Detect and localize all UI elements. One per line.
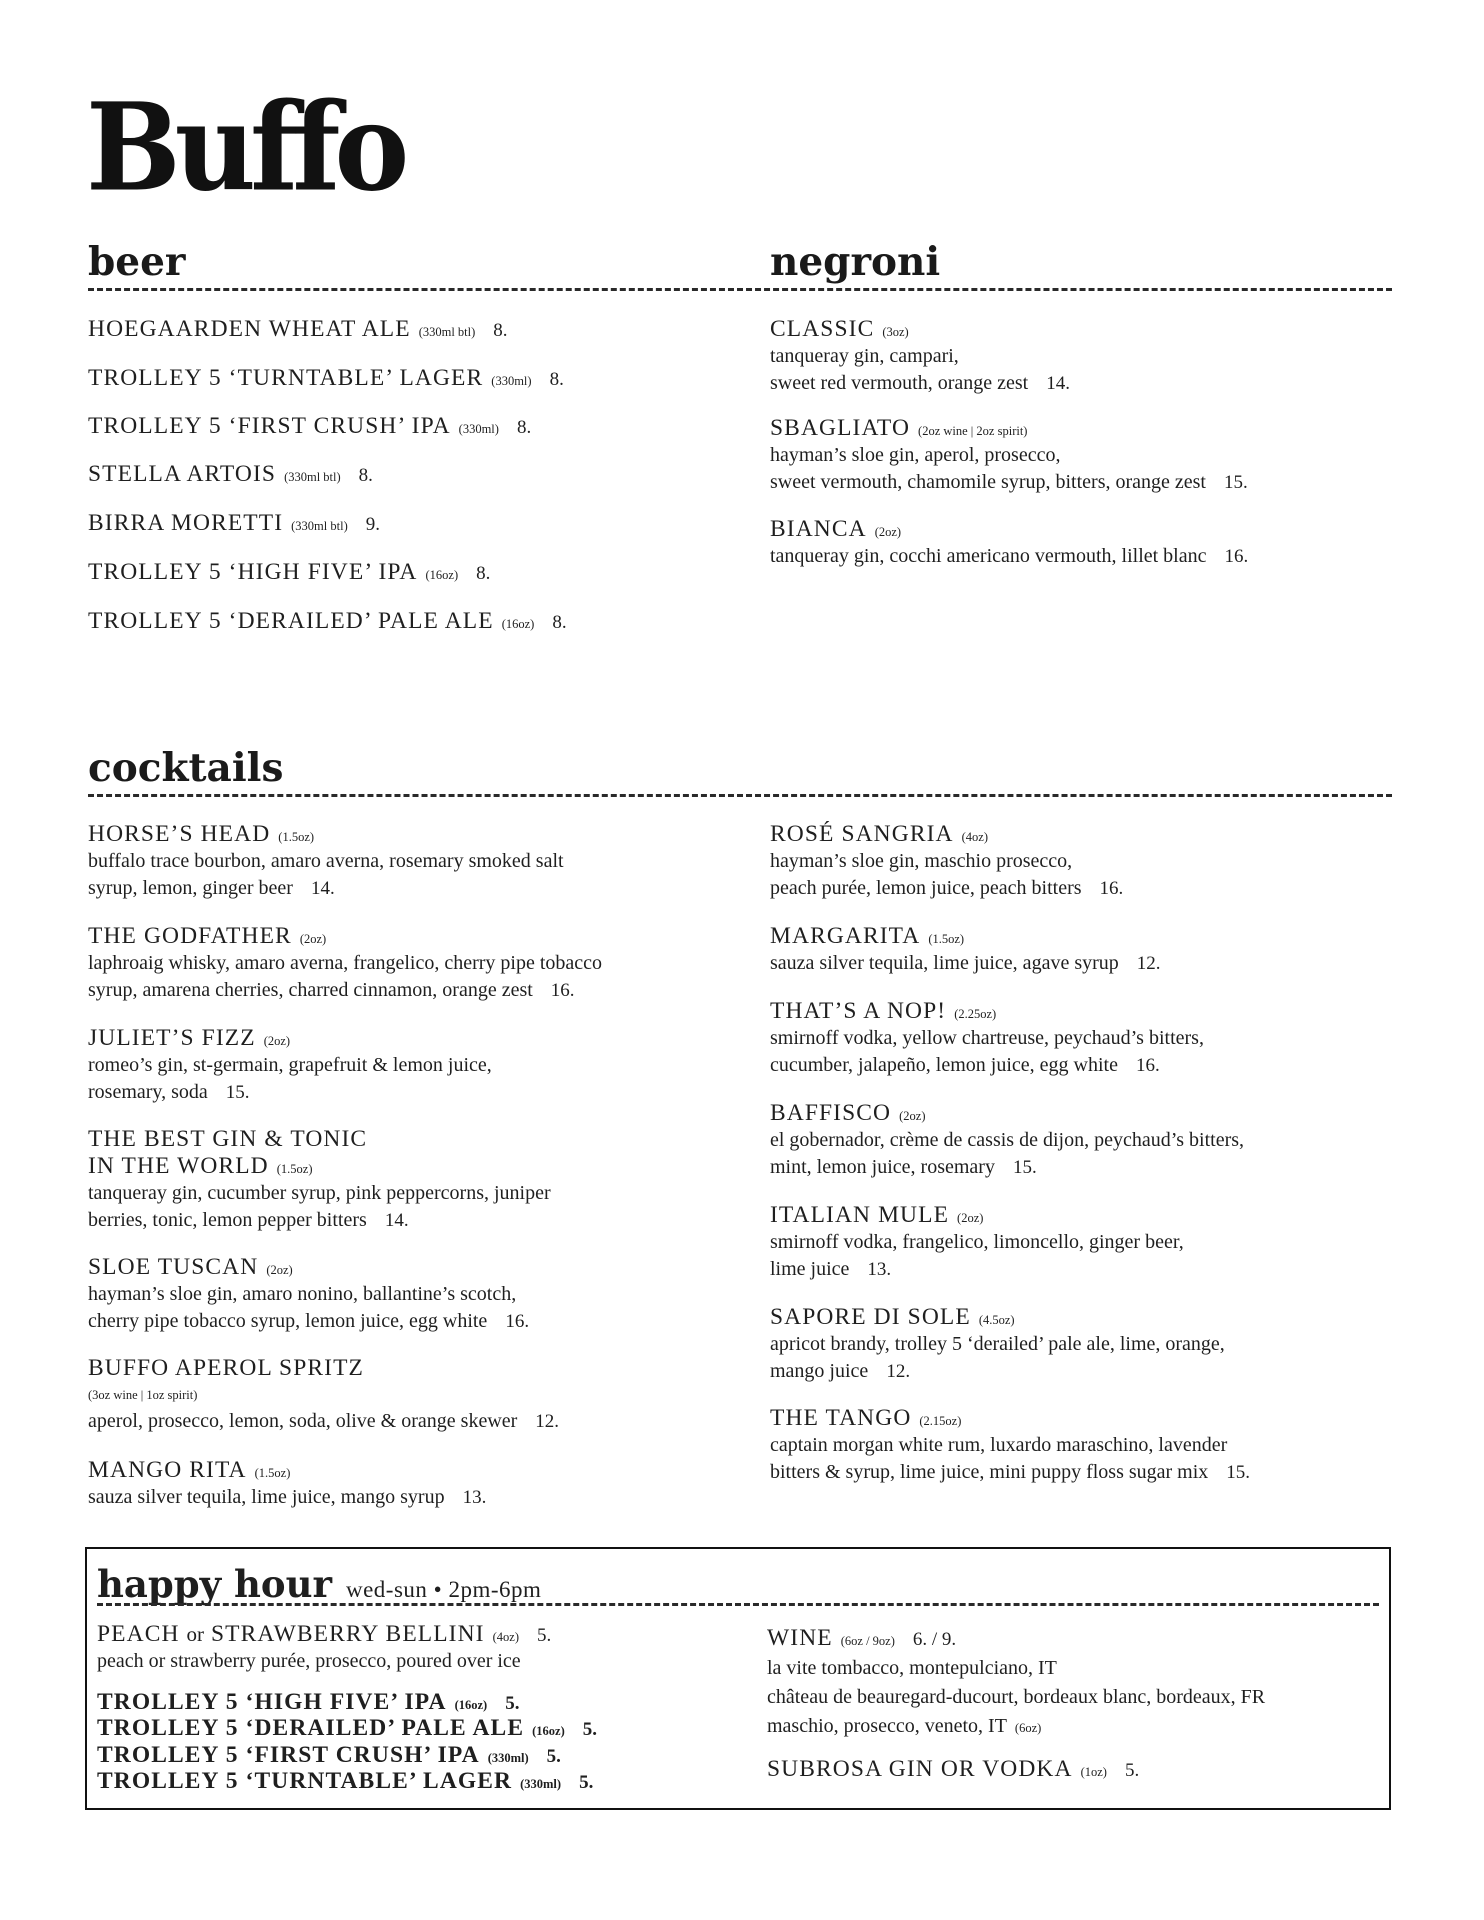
item-size: (3oz) xyxy=(882,325,909,339)
item-size: (330ml) xyxy=(487,1751,529,1765)
item-name: HORSE’S HEAD xyxy=(88,821,271,847)
item-price: 12. xyxy=(535,1411,560,1433)
item-name: CLASSIC xyxy=(770,316,875,342)
item-description-text: aperol, prosecco, lemon, soda, olive & orange skewer xyxy=(88,1410,518,1433)
item-size: (2oz) xyxy=(874,525,902,539)
menu-item xyxy=(97,1716,597,1741)
item-description-text: tanqueray gin, cocchi americano vermouth, lillet blanc xyxy=(770,545,1207,568)
item-price: 8. xyxy=(549,369,564,390)
item-description-text: sauza silver tequila, lime juice, mango syrup xyxy=(88,1486,445,1509)
item-description-text: bitters & syrup, lime juice, mini puppy floss sugar mix xyxy=(770,1461,1209,1484)
menu-item xyxy=(770,1304,1225,1385)
item-description xyxy=(88,1207,551,1234)
item-description: el gobernador, crème de cassis de dijon, peychaud’s bitters, xyxy=(770,1129,1245,1152)
menu-item xyxy=(88,923,602,1004)
item-name: THE GODFATHER xyxy=(88,923,292,949)
item-name-line xyxy=(97,1716,597,1741)
item-price: 15. xyxy=(1226,1462,1251,1484)
menu-item xyxy=(88,413,531,440)
item-name: MARGARITA xyxy=(770,923,921,949)
item-price: 5. xyxy=(546,1746,561,1767)
item-description xyxy=(770,1459,1250,1486)
item-size: (16oz) xyxy=(501,617,535,631)
menu-item xyxy=(770,998,1204,1079)
menu-item xyxy=(88,1254,529,1335)
happy-hour-header xyxy=(97,1562,541,1606)
item-description: tanqueray gin, campari, xyxy=(770,345,959,368)
item-price: 16. xyxy=(1099,878,1124,900)
item-name: MANGO RITA xyxy=(88,1457,247,1483)
item-description-text: syrup, amarena cherries, charred cinnamon, orange zest xyxy=(88,979,533,1002)
item-size: (16oz) xyxy=(532,1724,565,1738)
item-size: (16oz) xyxy=(425,568,459,582)
item-name: THE BEST GIN & TONIC xyxy=(88,1126,368,1152)
item-description xyxy=(770,1154,1244,1181)
item-or: or xyxy=(186,1622,205,1646)
item-name: JULIET’S FIZZ xyxy=(88,1025,256,1051)
item-name: BIRRA MORETTI xyxy=(88,510,284,536)
item-description xyxy=(88,1408,559,1435)
item-description: tanqueray gin, cucumber syrup, pink peppercorns, juniper xyxy=(88,1182,551,1205)
item-price: 13. xyxy=(867,1259,892,1281)
menu-item xyxy=(88,821,564,902)
item-name: THE TANGO xyxy=(770,1405,912,1431)
item-description: smirnoff vodka, frangelico, limoncello, ginger beer, xyxy=(770,1231,1184,1254)
item-description xyxy=(770,1052,1204,1079)
item-description: romeo’s gin, st-germain, grapefruit & lemon juice, xyxy=(88,1054,492,1077)
item-price: 8. xyxy=(476,563,491,584)
menu-item xyxy=(770,316,1070,397)
menu-item xyxy=(770,923,1161,977)
menu-item xyxy=(88,461,373,488)
item-size: (330ml btl) xyxy=(291,519,348,533)
item-description xyxy=(88,875,564,902)
item-description: hayman’s sloe gin, amaro nonino, ballantine’s scotch, xyxy=(88,1283,517,1306)
item-price: 14. xyxy=(310,878,335,900)
item-description: smirnoff vodka, yellow chartreuse, peychaud’s bitters, xyxy=(770,1027,1204,1050)
item-name-line xyxy=(88,461,373,488)
brand-logo: Buffo xyxy=(86,77,404,219)
menu-item xyxy=(88,1457,486,1511)
item-name-line xyxy=(770,1405,1250,1432)
item-name: IN THE WORLD xyxy=(88,1153,269,1180)
item-size: (2oz) xyxy=(957,1211,984,1225)
item-price: 16. xyxy=(1224,546,1249,568)
item-description xyxy=(88,1484,486,1511)
item-description: apricot brandy, trolley 5 ‘derailed’ pale ale, lime, orange, xyxy=(770,1333,1225,1356)
item-size: (2oz) xyxy=(899,1109,926,1123)
menu-item xyxy=(770,415,1248,496)
item-name: TROLLEY 5 ‘TURNTABLE’ LAGER xyxy=(88,365,484,391)
item-size: (2oz) xyxy=(266,1263,293,1277)
item-size: (6oz / 9oz) xyxy=(840,1634,895,1648)
wine-line: maschio, prosecco, veneto, IT xyxy=(767,1715,1007,1738)
item-size: (1.5oz) xyxy=(278,830,315,844)
item-size: (4.5oz) xyxy=(978,1313,1015,1327)
menu-item xyxy=(88,559,490,586)
item-size: (2oz) xyxy=(263,1034,291,1048)
item-name: SBAGLIATO xyxy=(770,415,911,441)
item-name: BUFFO APEROL SPRITZ xyxy=(88,1355,364,1381)
item-description-text: sweet vermouth, chamomile syrup, bitters, orange zest xyxy=(770,471,1206,494)
item-price: 15. xyxy=(225,1082,250,1104)
item-description: hayman’s sloe gin, maschio prosecco, xyxy=(770,850,1073,873)
item-price: 5. xyxy=(536,1625,552,1646)
item-name-line xyxy=(88,559,490,586)
item-price: 16. xyxy=(505,1311,530,1333)
item-description-text: lime juice xyxy=(770,1258,850,1281)
item-name-line xyxy=(88,413,531,440)
item-description xyxy=(88,1308,529,1335)
item-name-line xyxy=(770,415,1248,442)
section-title-beer: beer xyxy=(88,239,186,285)
item-description-text: cherry pipe tobacco syrup, lemon juice, egg white xyxy=(88,1310,488,1333)
item-description xyxy=(88,977,602,1004)
item-name-line xyxy=(770,516,1248,543)
item-description: laphroaig whisky, amaro averna, frangelico, cherry pipe tobacco xyxy=(88,952,603,975)
item-size: (330ml btl) xyxy=(284,470,341,484)
item-size: (1.5oz) xyxy=(254,1466,291,1480)
menu-item xyxy=(88,608,567,635)
menu-item xyxy=(97,1769,593,1794)
menu-item xyxy=(770,1100,1244,1181)
item-description-text: mint, lemon juice, rosemary xyxy=(770,1156,995,1179)
item-description-text: mango juice xyxy=(770,1360,869,1383)
menu-item xyxy=(88,1126,551,1234)
item-name-line xyxy=(770,1100,1244,1127)
item-price: 14. xyxy=(1046,373,1070,395)
menu-item xyxy=(88,316,508,343)
item-description-text: cucumber, jalapeño, lemon juice, egg white xyxy=(770,1054,1118,1077)
item-name: TROLLEY 5 ‘HIGH FIVE’ IPA xyxy=(97,1689,447,1715)
item-name: SUBROSA GIN OR VODKA xyxy=(767,1756,1073,1782)
item-name: TROLLEY 5 ‘DERAILED’ PALE ALE xyxy=(97,1715,525,1741)
item-size: (2oz) xyxy=(299,932,327,946)
bellini-item xyxy=(97,1621,551,1675)
menu-item xyxy=(770,1405,1250,1486)
item-price: 15. xyxy=(1224,472,1248,494)
item-name-line xyxy=(88,316,508,343)
item-name: STRAWBERRY BELLINI xyxy=(211,1621,485,1647)
item-name: SLOE TUSCAN xyxy=(88,1254,259,1280)
item-name-line xyxy=(97,1690,519,1715)
item-size: (330ml) xyxy=(491,374,532,388)
item-size: (4oz) xyxy=(961,830,988,844)
item-size: (16oz) xyxy=(454,1698,488,1712)
item-price: 16. xyxy=(550,980,575,1002)
menu-item xyxy=(88,365,564,392)
happy-hour-title: happy hour xyxy=(97,1562,332,1606)
item-size: (6oz) xyxy=(1014,1721,1042,1736)
item-name-line xyxy=(88,1457,486,1484)
item-size: (1.5oz) xyxy=(928,932,965,946)
item-description-text: peach purée, lemon juice, peach bitters xyxy=(770,877,1082,900)
item-name: HOEGAARDEN WHEAT ALE xyxy=(88,316,411,342)
wine-item xyxy=(767,1625,1265,1743)
item-description xyxy=(770,1358,1225,1385)
item-size: (2oz wine | 2oz spirit) xyxy=(918,424,1028,438)
item-description xyxy=(88,1079,492,1106)
item-name: TROLLEY 5 ‘FIRST CRUSH’ IPA xyxy=(97,1742,480,1768)
item-size: (330ml) xyxy=(458,422,499,436)
item-description: captain morgan white rum, luxardo maraschino, lavender xyxy=(770,1434,1228,1457)
item-price: 9. xyxy=(365,514,380,535)
item-description-text: syrup, lemon, ginger beer xyxy=(88,877,293,900)
item-name: TROLLEY 5 ‘HIGH FIVE’ IPA xyxy=(88,559,418,585)
item-size: (2.15oz) xyxy=(919,1414,962,1428)
section-divider xyxy=(88,288,1392,291)
item-price: 8. xyxy=(493,320,508,341)
item-name: BAFFISCO xyxy=(770,1100,892,1126)
item-name-line xyxy=(88,510,380,537)
item-name: PEACH xyxy=(97,1621,180,1647)
item-description xyxy=(770,469,1248,496)
item-name-line xyxy=(88,1153,551,1180)
item-description xyxy=(770,875,1123,902)
item-description xyxy=(770,543,1248,570)
item-size: (330ml btl) xyxy=(418,325,476,339)
item-size: (2.25oz) xyxy=(954,1007,997,1021)
item-name-line xyxy=(88,1355,559,1382)
subrosa-item xyxy=(767,1756,1139,1783)
item-size: (1oz) xyxy=(1080,1765,1107,1779)
item-name: SAPORE DI SOLE xyxy=(770,1304,971,1330)
section-title-negroni: negroni xyxy=(770,239,941,285)
item-price: 16. xyxy=(1135,1055,1160,1077)
item-price: 13. xyxy=(462,1487,487,1509)
section-title-cocktails: cocktails xyxy=(88,745,284,791)
item-price: 15. xyxy=(1012,1157,1037,1179)
item-name-line xyxy=(770,316,1070,343)
item-name-line xyxy=(88,365,564,392)
item-name: TROLLEY 5 ‘DERAILED’ PALE ALE xyxy=(88,608,494,634)
item-description-text: sweet red vermouth, orange zest xyxy=(770,372,1029,395)
item-name: THAT’S A NOP! xyxy=(770,998,947,1024)
item-name-line xyxy=(97,1743,561,1768)
item-size: (3oz wine | 1oz spirit) xyxy=(88,1388,198,1403)
item-name: ROSÉ SANGRIA xyxy=(770,821,954,847)
item-name: STELLA ARTOIS xyxy=(88,461,277,487)
item-price: 12. xyxy=(886,1361,911,1383)
item-price: 5. xyxy=(505,1693,520,1714)
item-size: (4oz) xyxy=(492,1630,519,1644)
item-size: (330ml) xyxy=(520,1777,562,1791)
item-price: 12. xyxy=(1136,953,1161,975)
item-description-text: berries, tonic, lemon pepper bitters xyxy=(88,1209,367,1232)
item-price: 8. xyxy=(516,417,532,438)
item-size: (1.5oz) xyxy=(276,1162,313,1177)
item-name-line xyxy=(88,1025,492,1052)
item-name-line xyxy=(770,821,1123,848)
item-description: hayman’s sloe gin, aperol, prosecco, xyxy=(770,444,1061,467)
happy-hour-schedule: wed-sun • 2pm-6pm xyxy=(345,1577,542,1602)
item-price: 6. / 9. xyxy=(912,1629,957,1650)
wine-line: château de beauregard-ducourt, bordeaux blanc, bordeaux, FR xyxy=(767,1686,1266,1709)
item-name-line xyxy=(770,1202,1184,1229)
menu-item xyxy=(88,1355,559,1435)
item-price: 14. xyxy=(384,1210,409,1232)
menu-item xyxy=(770,516,1248,570)
menu-item xyxy=(97,1690,519,1715)
item-price: 8. xyxy=(358,465,373,486)
section-divider xyxy=(97,1603,1379,1606)
item-description-text: rosemary, soda xyxy=(88,1081,208,1104)
item-name-line xyxy=(88,1254,529,1281)
item-description-text: sauza silver tequila, lime juice, agave syrup xyxy=(770,952,1119,975)
section-divider xyxy=(88,794,1392,797)
menu-item xyxy=(88,1025,492,1106)
item-price: 8. xyxy=(552,612,567,633)
item-name: ITALIAN MULE xyxy=(770,1202,950,1228)
item-name: BIANCA xyxy=(770,516,867,542)
menu-item xyxy=(770,1202,1184,1283)
wine-line: la vite tombacco, montepulciano, IT xyxy=(767,1657,1057,1680)
menu-item xyxy=(88,510,380,537)
menu-item xyxy=(770,821,1123,902)
item-name: TROLLEY 5 ‘TURNTABLE’ LAGER xyxy=(97,1768,513,1794)
item-description: peach or strawberry purée, prosecco, poured over ice xyxy=(97,1650,521,1673)
item-name-line xyxy=(88,923,602,950)
item-name-line xyxy=(88,608,567,635)
item-description: buffalo trace bourbon, amaro averna, rosemary smoked salt xyxy=(88,850,564,873)
item-name-line xyxy=(770,1304,1225,1331)
item-price: 5. xyxy=(1124,1760,1140,1781)
item-price: 5. xyxy=(582,1719,597,1740)
item-name-line xyxy=(770,923,1161,950)
menu-item xyxy=(97,1743,561,1768)
item-name-line xyxy=(770,998,1204,1025)
item-name-line xyxy=(88,821,564,848)
item-price: 5. xyxy=(579,1772,594,1793)
item-name-line xyxy=(97,1769,593,1794)
item-description xyxy=(770,950,1161,977)
item-name: WINE xyxy=(767,1625,833,1651)
item-description xyxy=(770,370,1070,397)
item-name: TROLLEY 5 ‘FIRST CRUSH’ IPA xyxy=(88,413,451,439)
item-description xyxy=(770,1256,1184,1283)
